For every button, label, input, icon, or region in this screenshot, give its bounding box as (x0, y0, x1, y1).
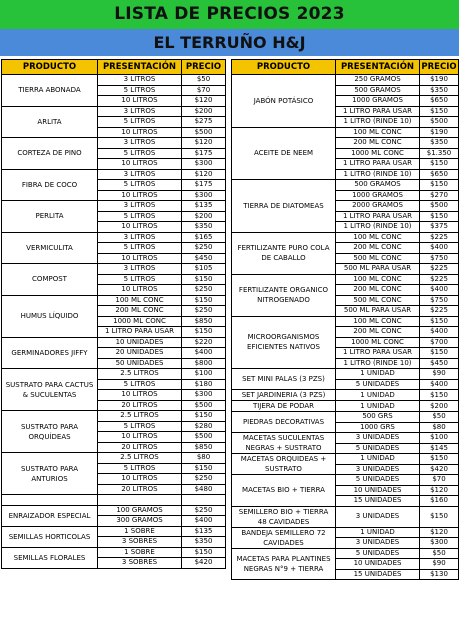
price-cell: $80 (420, 422, 459, 433)
presentation-cell: 20 LITROS (98, 400, 182, 411)
presentation-cell: 1 LITRO (RINDE 10) (336, 117, 420, 128)
header-product: PRODUCTO (232, 60, 336, 75)
price-cell: $250 (182, 285, 226, 296)
table-row (232, 454, 459, 465)
presentation-cell: 10 LITROS (98, 96, 182, 107)
price-cell: $800 (182, 358, 226, 369)
presentation-cell: 3 UNIDADES (336, 506, 420, 527)
price-cell: $400 (420, 243, 459, 254)
presentation-cell: 2.5 LITROS (98, 411, 182, 422)
product-name: HUMUS LÍQUIDO (2, 295, 98, 337)
price-cell: $150 (182, 295, 226, 306)
product-name: SUSTRATO PARA ORQUÍDEAS (2, 411, 98, 453)
presentation-cell: 3 UNIDADES (336, 464, 420, 475)
table-row (2, 201, 226, 212)
price-cell: $120 (420, 485, 459, 496)
table-row (232, 274, 459, 285)
price-cell: $120 (182, 96, 226, 107)
presentation-cell: 500 GRAMOS (336, 85, 420, 96)
price-cell: $190 (420, 127, 459, 138)
price-cell: $500 (182, 400, 226, 411)
price-cell: $190 (420, 75, 459, 86)
table-row (2, 369, 226, 380)
presentation-cell: 500 GRAMOS (336, 180, 420, 191)
presentation-cell: 20 UNIDADES (98, 348, 182, 359)
presentation-cell: 1 UNIDAD (336, 390, 420, 401)
presentation-cell: 3 UNIDADES (336, 538, 420, 549)
price-cell: $70 (182, 85, 226, 96)
presentation-cell: 1000 ML CONC (98, 316, 182, 327)
price-cell: $350 (420, 138, 459, 149)
presentation-cell: 5 LITROS (98, 148, 182, 159)
presentation-cell: 10 LITROS (98, 127, 182, 138)
presentation-cell: 5 LITROS (98, 85, 182, 96)
table-row (232, 506, 459, 527)
header-presentation: PRESENTACIÓN (98, 60, 182, 75)
presentation-cell: 5 UNIDADES (336, 475, 420, 486)
price-cell: $850 (182, 442, 226, 453)
price-cell: $700 (420, 337, 459, 348)
table-row (2, 526, 226, 537)
presentation-cell: 1 UNIDAD (336, 454, 420, 465)
presentation-cell: 2.5 LITROS (98, 453, 182, 464)
price-cell: $120 (182, 138, 226, 149)
price-cell: $100 (182, 369, 226, 380)
product-name: SET JARDINERIA (3 PZS) (232, 390, 336, 401)
presentation-cell: 5 UNIDADES (336, 379, 420, 390)
product-name: PIEDRAS DECORATIVAS (232, 412, 336, 433)
presentation-cell: 5 UNIDADES (336, 548, 420, 559)
price-cell: $150 (420, 106, 459, 117)
presentation-cell: 1 UNIDAD (336, 527, 420, 538)
price-cell: $250 (182, 505, 226, 516)
presentation-cell: 1 LITRO (RINDE 10) (336, 222, 420, 233)
price-cell: $400 (420, 379, 459, 390)
price-cell: $275 (182, 117, 226, 128)
presentation-cell: 10 UNIDADES (336, 559, 420, 570)
table-row (2, 337, 226, 348)
product-name: MACETAS ORQUIDEAS + SUSTRATO (232, 454, 336, 475)
product-name: FERTILIZANTE PURO COLA DE CABALLO (232, 232, 336, 274)
table-row (232, 475, 459, 486)
price-cell: $160 (420, 496, 459, 507)
price-cell: $400 (420, 327, 459, 338)
presentation-cell: 5 LITROS (98, 211, 182, 222)
product-name: VERMICULITA (2, 232, 98, 264)
presentation-cell: 100 ML CONC (336, 127, 420, 138)
table-row (232, 390, 459, 401)
product-name: CORTEZA DE PINO (2, 138, 98, 170)
presentation-cell: 20 LITROS (98, 484, 182, 495)
price-cell: $50 (182, 75, 226, 86)
price-cell: $150 (420, 180, 459, 191)
price-cell: $150 (420, 506, 459, 527)
price-cell: $300 (420, 538, 459, 549)
product-name: ENRAIZADOR ESPECIAL (2, 505, 98, 526)
presentation-cell: 5 LITROS (98, 180, 182, 191)
presentation-cell: 1000 ML CONC (336, 148, 420, 159)
price-cell: $250 (182, 243, 226, 254)
price-cell: $150 (182, 463, 226, 474)
product-name: SUSTRATO PARA CACTUS & SUCULENTAS (2, 369, 98, 411)
header-price: PRECIO (182, 60, 226, 75)
presentation-cell: 100 ML CONC (98, 295, 182, 306)
table-row (2, 138, 226, 149)
product-name: MACETAS BIO + TIERRA (232, 475, 336, 507)
presentation-cell: 50 UNIDADES (98, 358, 182, 369)
price-cell: $300 (182, 390, 226, 401)
price-cell: $225 (420, 306, 459, 317)
presentation-cell: 10 UNIDADES (98, 337, 182, 348)
presentation-cell: 10 LITROS (98, 390, 182, 401)
table-row (232, 127, 459, 138)
product-name: SEMILLAS FLORALES (2, 547, 98, 568)
product-name: FIBRA DE COCO (2, 169, 98, 201)
product-name: TIJERA DE PODAR (232, 401, 336, 412)
presentation-cell: 10 LITROS (98, 222, 182, 233)
price-cell: $200 (182, 211, 226, 222)
price-cell: $135 (182, 526, 226, 537)
price-cell: $350 (182, 222, 226, 233)
price-cell: $120 (420, 527, 459, 538)
presentation-cell: 3 LITROS (98, 232, 182, 243)
price-cell: $80 (182, 453, 226, 464)
price-cell: $150 (420, 159, 459, 170)
table-row (232, 412, 459, 423)
price-list-title: LISTA DE PRECIOS 2023 (0, 0, 459, 29)
price-cell: $500 (420, 201, 459, 212)
table-row (2, 495, 226, 506)
presentation-cell: 1000 GRAMOS (336, 96, 420, 107)
product-name: FERTILIZANTE ORGANICO NITROGENADO (232, 274, 336, 316)
presentation-cell: 200 ML CONC (336, 138, 420, 149)
price-cell: $420 (420, 464, 459, 475)
presentation-cell: 500 ML PARA USAR (336, 264, 420, 275)
price-cell: $650 (420, 169, 459, 180)
presentation-cell: 5 LITROS (98, 274, 182, 285)
price-cell: $90 (420, 369, 459, 380)
presentation-cell: 100 GRAMOS (98, 505, 182, 516)
table-row (232, 401, 459, 412)
price-table-left (1, 59, 226, 569)
header-price: PRECIO (420, 60, 459, 75)
price-cell: $400 (182, 348, 226, 359)
presentation-cell: 500 ML PARA USAR (336, 306, 420, 317)
price-cell: $130 (420, 569, 459, 580)
price-cell: $150 (420, 390, 459, 401)
presentation-cell: 3 LITROS (98, 169, 182, 180)
price-cell: $300 (182, 159, 226, 170)
presentation-cell: 5 LITROS (98, 243, 182, 254)
presentation-cell: 1 LITRO PARA USAR (98, 327, 182, 338)
price-cell: $150 (420, 348, 459, 359)
price-cell: $175 (182, 148, 226, 159)
price-cell: $200 (182, 106, 226, 117)
price-cell: $150 (182, 411, 226, 422)
presentation-cell: 3 LITROS (98, 106, 182, 117)
price-cell (182, 495, 226, 506)
presentation-cell: 15 UNIDADES (336, 496, 420, 507)
price-cell: $150 (182, 274, 226, 285)
product-name: JABÓN POTÁSICO (232, 75, 336, 128)
product-name (2, 495, 98, 506)
presentation-cell: 100 ML CONC (336, 316, 420, 327)
price-cell: $50 (420, 412, 459, 423)
presentation-cell: 500 ML CONC (336, 295, 420, 306)
presentation-cell: 10 LITROS (98, 253, 182, 264)
presentation-cell: 5 LITROS (98, 421, 182, 432)
price-cell: $270 (420, 190, 459, 201)
price-cell: $350 (182, 537, 226, 548)
table-row (232, 433, 459, 444)
table-row (232, 548, 459, 559)
price-cell: $750 (420, 295, 459, 306)
header-presentation: PRESENTACIÓN (336, 60, 420, 75)
product-name: PERLITA (2, 201, 98, 233)
price-cell: $120 (182, 169, 226, 180)
price-cell: $480 (182, 484, 226, 495)
presentation-cell: 5 LITROS (98, 463, 182, 474)
price-cell: $145 (420, 443, 459, 454)
presentation-cell: 200 ML CONC (98, 306, 182, 317)
presentation-cell: 1 SOBRE (98, 547, 182, 558)
product-name: TIERRA DE DIATOMEAS (232, 180, 336, 233)
presentation-cell: 10 LITROS (98, 474, 182, 485)
product-name: BANDEJA SEMILLERO 72 CAVIDADES (232, 527, 336, 548)
presentation-cell: 200 ML CONC (336, 243, 420, 254)
price-cell: $350 (420, 85, 459, 96)
product-name: SEMILLAS HORTICOLAS (2, 526, 98, 547)
table-row (2, 505, 226, 516)
price-cell: $165 (182, 232, 226, 243)
presentation-cell: 1 LITRO PARA USAR (336, 159, 420, 170)
presentation-cell: 1000 GRS (336, 422, 420, 433)
presentation-cell: 1 LITRO PARA USAR (336, 211, 420, 222)
price-cell: $135 (182, 201, 226, 212)
presentation-cell: 200 ML CONC (336, 327, 420, 338)
price-cell: $500 (182, 127, 226, 138)
price-cell: $1.350 (420, 148, 459, 159)
presentation-cell: 500 ML CONC (336, 253, 420, 264)
presentation-cell: 1 UNIDAD (336, 401, 420, 412)
presentation-cell: 250 GRAMOS (336, 75, 420, 86)
presentation-cell: 1 LITRO PARA USAR (336, 106, 420, 117)
presentation-cell: 5 LITROS (98, 117, 182, 128)
product-name: COMPOST (2, 264, 98, 296)
presentation-cell: 10 LITROS (98, 285, 182, 296)
presentation-cell: 10 LITROS (98, 159, 182, 170)
presentation-cell: 1 SOBRE (98, 526, 182, 537)
product-name: MICROORGANISMOS EFICIENTES NATIVOS (232, 316, 336, 369)
price-cell: $150 (420, 316, 459, 327)
presentation-cell: 2000 GRAMOS (336, 201, 420, 212)
price-cell: $250 (182, 306, 226, 317)
presentation-cell: 3 LITROS (98, 201, 182, 212)
price-cell: $225 (420, 264, 459, 275)
presentation-cell: 15 UNIDADES (336, 569, 420, 580)
product-name: MACETAS SUCULENTAS NEGRAS + SUSTRATO (232, 433, 336, 454)
price-cell: $250 (182, 474, 226, 485)
table-row (232, 369, 459, 380)
presentation-cell: 200 ML CONC (336, 285, 420, 296)
price-cell: $500 (420, 117, 459, 128)
presentation-cell: 1 LITRO (RINDE 10) (336, 169, 420, 180)
presentation-cell: 500 GRS (336, 412, 420, 423)
price-cell: $50 (420, 548, 459, 559)
price-cell: $225 (420, 232, 459, 243)
price-cell: $225 (420, 274, 459, 285)
price-cell: $180 (182, 379, 226, 390)
product-name: SUSTRATO PARA ANTURIOS (2, 453, 98, 495)
price-cell: $150 (182, 547, 226, 558)
table-row (2, 453, 226, 464)
presentation-cell: 100 ML CONC (336, 274, 420, 285)
presentation-cell: 1 LITRO PARA USAR (336, 348, 420, 359)
product-name: GERMINADORES JIFFY (2, 337, 98, 369)
presentation-cell: 10 UNIDADES (336, 485, 420, 496)
price-cell: $150 (420, 211, 459, 222)
header-product: PRODUCTO (2, 60, 98, 75)
table-row (2, 232, 226, 243)
table-row (2, 295, 226, 306)
price-cell: $420 (182, 558, 226, 569)
presentation-cell: 1 LITRO (RINDE 10) (336, 358, 420, 369)
price-cell: $850 (182, 316, 226, 327)
price-cell: $220 (182, 337, 226, 348)
presentation-cell: 10 LITROS (98, 190, 182, 201)
price-table-right (231, 59, 459, 580)
store-name: EL TERRUÑO H&J (0, 29, 459, 56)
table-row (2, 169, 226, 180)
presentation-cell: 3 LITROS (98, 138, 182, 149)
product-name: SET MINI PALAS (3 PZS) (232, 369, 336, 390)
price-cell: $100 (420, 433, 459, 444)
presentation-cell: 1000 GRAMOS (336, 190, 420, 201)
presentation-cell: 5 LITROS (98, 379, 182, 390)
table-row (2, 106, 226, 117)
table-row (2, 411, 226, 422)
table-row (232, 527, 459, 538)
price-cell: $400 (420, 285, 459, 296)
presentation-cell: 1000 ML CONC (336, 337, 420, 348)
presentation-cell: 1 UNIDAD (336, 369, 420, 380)
presentation-cell: 10 LITROS (98, 432, 182, 443)
table-row (2, 75, 226, 86)
product-name: MACETAS PARA PLANTINES NEGRAS N°9 + TIERRA (232, 548, 336, 580)
price-cell: $175 (182, 180, 226, 191)
presentation-cell (98, 495, 182, 506)
presentation-cell: 3 UNIDADES (336, 433, 420, 444)
price-cell: $300 (182, 190, 226, 201)
table-row (232, 180, 459, 191)
price-cell: $70 (420, 475, 459, 486)
price-cell: $450 (182, 253, 226, 264)
product-name: ARLITA (2, 106, 98, 138)
product-name: SEMILLERO BIO + TIERRA 48 CAVIDADES (232, 506, 336, 527)
price-cell: $375 (420, 222, 459, 233)
price-cell: $105 (182, 264, 226, 275)
table-row (232, 75, 459, 86)
presentation-cell: 3 LITROS (98, 264, 182, 275)
price-cell: $150 (420, 454, 459, 465)
presentation-cell: 5 UNIDADES (336, 443, 420, 454)
price-cell: $500 (182, 432, 226, 443)
price-cell: $200 (420, 401, 459, 412)
price-cell: $450 (420, 358, 459, 369)
price-cell: $90 (420, 559, 459, 570)
table-row (2, 264, 226, 275)
table-row (2, 547, 226, 558)
price-cell: $650 (420, 96, 459, 107)
presentation-cell: 100 ML CONC (336, 232, 420, 243)
price-cell: $750 (420, 253, 459, 264)
price-cell: $400 (182, 516, 226, 527)
price-cell: $150 (182, 327, 226, 338)
product-name: TIERRA ABONADA (2, 75, 98, 107)
presentation-cell: 300 GRAMOS (98, 516, 182, 527)
presentation-cell: 20 LITROS (98, 442, 182, 453)
table-row (232, 232, 459, 243)
presentation-cell: 3 LITROS (98, 75, 182, 86)
presentation-cell: 3 SOBRES (98, 537, 182, 548)
table-row (232, 316, 459, 327)
presentation-cell: 2.5 LITROS (98, 369, 182, 380)
product-name: ACEITE DE NEEM (232, 127, 336, 180)
price-cell: $280 (182, 421, 226, 432)
presentation-cell: 3 SOBRES (98, 558, 182, 569)
